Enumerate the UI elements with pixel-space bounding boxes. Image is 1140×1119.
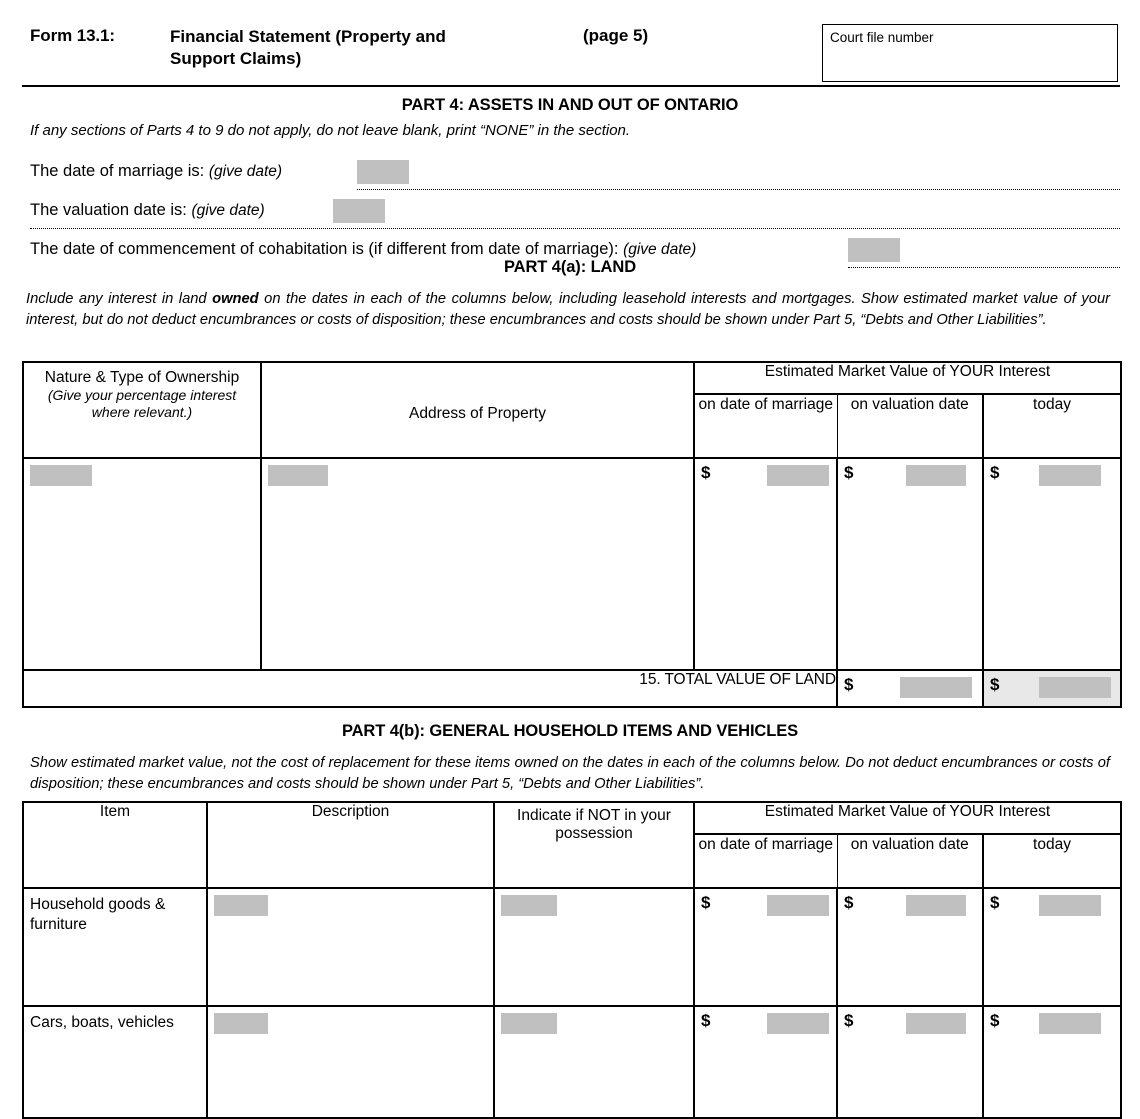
part4b-note: Show estimated market value, not the cost of replacement for these items owned on the dates in each of the columns below. Do not deduct encumbrances or costs of disposition; these encumbrances and costs should be shown under Part 5, “Debts and Other Liabilities”. bbox=[30, 755, 1110, 792]
col-on-valuation-date: on valuation date bbox=[837, 394, 983, 458]
col-description: Description bbox=[207, 802, 494, 888]
cell-vehicles-value-marriage[interactable] bbox=[694, 1006, 837, 1118]
col-item: Item bbox=[23, 802, 207, 888]
col-market-value-group: Estimated Market Value of YOUR Interest bbox=[694, 802, 1121, 834]
cell-goods-value-marriage[interactable] bbox=[694, 888, 837, 1006]
date-of-marriage-underline bbox=[357, 189, 1120, 190]
valuation-date-underline bbox=[30, 228, 1120, 229]
col-today: today bbox=[983, 394, 1121, 458]
col-not-in-possession: Indicate if NOT in your possession bbox=[494, 802, 694, 888]
cell-possession-vehicles[interactable] bbox=[494, 1006, 694, 1118]
currency-symbol: $ bbox=[844, 893, 854, 912]
col-market-value-group: Estimated Market Value of YOUR Interest bbox=[694, 362, 1121, 394]
court-file-number-label: Court file number bbox=[830, 30, 934, 45]
header-divider bbox=[22, 85, 1120, 87]
cell-item-vehicles bbox=[23, 1006, 207, 1118]
part4a-title: PART 4(a): LAND bbox=[503, 258, 637, 276]
cell-description-household-goods[interactable] bbox=[207, 888, 494, 1006]
total-land-valuation-input[interactable] bbox=[900, 677, 972, 698]
cell-description-vehicles[interactable] bbox=[207, 1006, 494, 1118]
part4b-title: PART 4(b): GENERAL HOUSEHOLD ITEMS AND VEHICLES bbox=[341, 722, 799, 740]
possession-input[interactable] bbox=[501, 895, 557, 916]
currency-symbol: $ bbox=[990, 1011, 1000, 1030]
col-on-date-of-marriage: on date of marriage bbox=[694, 834, 837, 888]
part4a-note bbox=[26, 289, 1110, 331]
household-row-vehicles bbox=[23, 1006, 1121, 1118]
cell-address-of-property[interactable] bbox=[261, 458, 694, 670]
item-label: Cars, boats, vehicles bbox=[30, 1014, 174, 1031]
household-row-goods bbox=[23, 888, 1121, 1006]
date-of-marriage-row bbox=[30, 154, 1120, 190]
vehicles-value-valuation-input[interactable] bbox=[906, 1013, 966, 1034]
land-table-row bbox=[23, 458, 1121, 670]
currency-symbol: $ bbox=[701, 893, 711, 912]
col-nature-of-ownership-label: Nature & Type of Ownership bbox=[44, 369, 240, 386]
cell-total-land-valuation[interactable] bbox=[837, 670, 983, 707]
cell-possession-household-goods[interactable] bbox=[494, 888, 694, 1006]
cell-total-land-today[interactable] bbox=[983, 670, 1121, 707]
cell-vehicles-value-valuation[interactable] bbox=[837, 1006, 983, 1118]
currency-symbol: $ bbox=[844, 1011, 854, 1030]
valuation-date-label: The valuation date is: (give date) bbox=[30, 200, 265, 219]
col-address-of-property-label: Address of Property bbox=[409, 405, 546, 422]
goods-value-valuation-input[interactable] bbox=[906, 895, 966, 916]
land-table bbox=[22, 361, 1122, 708]
col-address-of-property bbox=[261, 362, 694, 458]
land-table-header-row-1 bbox=[23, 362, 1121, 394]
cell-goods-value-valuation[interactable] bbox=[837, 888, 983, 1006]
form-title: Financial Statement (Property and Support Claims) bbox=[170, 27, 446, 68]
description-input[interactable] bbox=[214, 1013, 268, 1034]
currency-symbol: $ bbox=[844, 675, 854, 694]
part4-title: PART 4: ASSETS IN AND OUT OF ONTARIO bbox=[401, 96, 739, 114]
land-total-row bbox=[23, 670, 1121, 707]
valuation-date-input[interactable] bbox=[333, 199, 385, 223]
col-nature-of-ownership-note: (Give your percentage interest where relevant.) bbox=[47, 387, 237, 420]
page-label: (page 5) bbox=[583, 26, 649, 45]
cell-nature-of-ownership[interactable] bbox=[23, 458, 261, 670]
date-of-marriage-label: The date of marriage is: (give date) bbox=[30, 161, 283, 180]
vehicles-value-marriage-input[interactable] bbox=[767, 1013, 829, 1034]
land-value-valuation-input[interactable] bbox=[906, 465, 966, 486]
cell-land-value-today[interactable] bbox=[983, 458, 1121, 670]
part4a-note-suffix: on the dates in each of the columns below, including leasehold interests and mortgages. Show estimated market value of your interest, but do not deduct encumbrances or costs of disposition; these encumbrances and costs should be shown under Part 5, “Debts and Other Liabilities”. bbox=[26, 291, 1111, 328]
description-input[interactable] bbox=[214, 895, 268, 916]
goods-value-today-input[interactable] bbox=[1039, 895, 1101, 916]
form-number: Form 13.1: bbox=[30, 26, 115, 45]
currency-symbol: $ bbox=[701, 1011, 711, 1030]
part4a-note-emphasis: owned bbox=[212, 291, 259, 307]
currency-symbol: $ bbox=[701, 463, 711, 482]
cell-vehicles-value-today[interactable] bbox=[983, 1006, 1121, 1118]
col-today: today bbox=[983, 834, 1121, 888]
vehicles-value-today-input[interactable] bbox=[1039, 1013, 1101, 1034]
goods-value-marriage-input[interactable] bbox=[767, 895, 829, 916]
household-table-header-row-1 bbox=[23, 802, 1121, 834]
part4a-note-prefix: Include any interest in land bbox=[26, 291, 213, 307]
date-of-marriage-input[interactable] bbox=[357, 160, 409, 184]
possession-input[interactable] bbox=[501, 1013, 557, 1034]
currency-symbol: $ bbox=[990, 675, 1000, 694]
part4-note: If any sections of Parts 4 to 9 do not apply, do not leave blank, print “NONE” in the section. bbox=[30, 122, 631, 139]
currency-symbol: $ bbox=[990, 893, 1000, 912]
address-of-property-input[interactable] bbox=[268, 465, 328, 486]
household-items-table bbox=[22, 801, 1122, 1119]
cell-land-value-valuation[interactable] bbox=[837, 458, 983, 670]
col-on-date-of-marriage: on date of marriage bbox=[694, 394, 837, 458]
cell-item-household-goods bbox=[23, 888, 207, 1006]
cell-land-value-marriage[interactable] bbox=[694, 458, 837, 670]
item-label: Household goods & furniture bbox=[30, 896, 166, 933]
col-nature-of-ownership bbox=[23, 362, 261, 458]
land-value-today-input[interactable] bbox=[1039, 465, 1101, 486]
court-file-number-box[interactable] bbox=[822, 24, 1118, 82]
land-value-marriage-input[interactable] bbox=[767, 465, 829, 486]
currency-symbol: $ bbox=[844, 463, 854, 482]
cell-goods-value-today[interactable] bbox=[983, 888, 1121, 1006]
total-land-today-input[interactable] bbox=[1039, 677, 1111, 698]
col-on-valuation-date: on valuation date bbox=[837, 834, 983, 888]
currency-symbol: $ bbox=[990, 463, 1000, 482]
total-value-of-land-label: 15. TOTAL VALUE OF LAND bbox=[23, 670, 837, 707]
cohabitation-date-label: The date of commencement of cohabitation is (if different from date of marriage): (give date) bbox=[30, 239, 697, 258]
nature-of-ownership-input[interactable] bbox=[30, 465, 92, 486]
valuation-date-row bbox=[30, 193, 1120, 229]
page-header bbox=[0, 0, 1140, 68]
